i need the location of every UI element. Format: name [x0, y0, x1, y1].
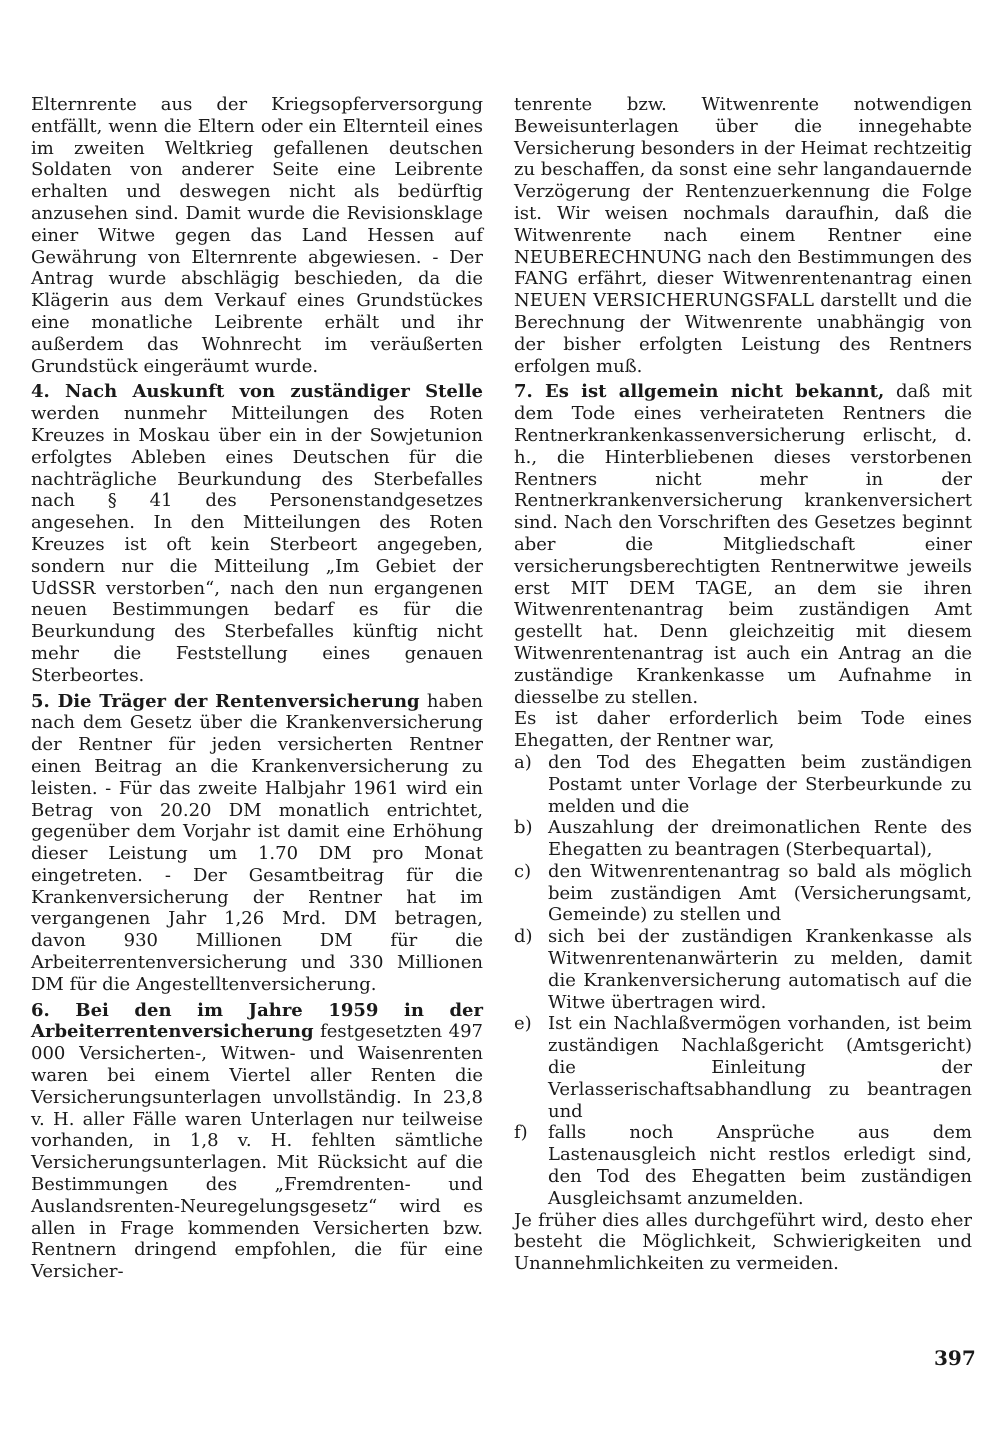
list-item-text: falls noch Ansprüche aus dem Lastenausgleich nicht restlos erledigt sind, den Tod des Ehegatten beim zuständigen Ausgleichsamt anzumelden.: [548, 1122, 972, 1209]
paragraph-7: [514, 381, 972, 708]
paragraph-6-heading: 6. Bei den im Jahre 1959 in der Arbeiterrentenversicherung: [31, 999, 483, 1043]
paragraph-list-intro: Es ist daher erforderlich beim Tode eines Ehegatten, der Rentner war,: [514, 708, 972, 752]
list-item: [514, 1122, 972, 1209]
list-item: [514, 752, 972, 817]
paragraph-7-text: daß mit dem Tode eines verheirateten Rentners die Rentnerkrankenkassenversicherung erlischt, d. h., die Hinterbliebenen dieses verstorbenen Rentners nicht mehr in der Rentnerkrankenversicherung krankenversichert sind. Nach den Vorschriften des Gesetzes beginnt aber die Mitgliedschaft einer versicherungsberechtigten Rentnerwitwe jeweils erst MIT DEM TAGE, an dem sie ihren Witwenrentenantrag beim zuständigen Amt gestellt hat. Denn gleichzeitig mit diesem Witwenrentenantrag ist auch ein Antrag an die zuständige Krankenkasse um Aufnahme in diesselbe zu stellen.: [514, 381, 972, 708]
paragraph-4-heading: 4. Nach Auskunft von zuständiger Stelle: [31, 381, 483, 403]
list-item-text: den Tod des Ehegatten beim zuständigen Postamt unter Vorlage der Sterbeurkunde zu melden und die: [548, 751, 972, 817]
list-item: [514, 817, 972, 861]
list-marker: b): [514, 817, 533, 839]
paragraph-6-text: festgesetzten 497 000 Versicherten-, Witwen- und Waisenrenten waren bei einem Viertel aller Renten die Versicherungsunterlagen unvollständig. In 23,8 v. H. aller Fälle waren Unterlagen nur teilweise vorhanden, in 1,8 v. H. fehlten sämtliche Versicherungsunterlagen. Mit Rücksicht auf die Bestimmungen des „Fremdrenten- und Auslandsrenten-Neuregelungsgesetz“ wird es allen in Frage kommenden Versicherten bzw. Rentnern dringend empfohlen, die für eine Versicher-: [31, 1021, 483, 1283]
list-item-text: den Witwenrentenantrag so bald als möglich beim zuständigen Amt (Versicherungsamt, Gemeinde) zu stellen und: [548, 860, 972, 926]
list-marker: f): [514, 1122, 528, 1144]
paragraph-final: Je früher dies alles durchgeführt wird, desto eher besteht die Möglichkeit, Schwierigkeiten und Unannehmlichkeiten zu vermeiden.: [514, 1209, 972, 1275]
page-number: 397: [934, 1346, 976, 1370]
paragraph-4-text: werden nunmehr Mitteilungen des Roten Kreuzes in Moskau über ein in der Sowjetunion erfolgtes Ableben eines Deutschen für die nachträgliche Beurkundung des Sterbefalles nach § 41 des Personenstandgesetzes angesehen. In den Mitteilungen des Roten Kreuzes ist oft kein Sterbeort angegeben, sondern nur die Mitteilung „Im Gebiet der UdSSR verstorben“, nach den nun ergangenen neuen Bestimmungen bedarf es für die Beurkundung des Sterbefalles künftig nicht mehr die Feststellung eines genauen Sterbeortes.: [31, 403, 483, 686]
paragraph-7-heading: 7. Es ist allgemein nicht bekannt,: [514, 381, 885, 403]
list-marker: a): [514, 751, 532, 773]
left-column: [31, 94, 483, 1283]
list-item-text: sich bei der zuständigen Krankenkasse als Witwenrentenanwärterin zu melden, damit die Krankenversicherung automatisch auf die Witwe übertragen wird.: [548, 926, 972, 1013]
paragraph-5-heading: 5. Die Träger der Rentenversicherung: [31, 690, 420, 712]
paragraph-6: [31, 1000, 483, 1283]
paragraph-continuation: tenrente bzw. Witwenrente notwendigen Beweisunterlagen über die innegehabte Versicherung besonders in der Heimat rechtzeitig zu beschaffen, da sonst eine sehr langandauernde Verzögerung der Rentenzuerkennung die Folge ist. Wir weisen nochmals daraufhin, daß die Witwenrente nach einem Rentner eine NEUBERECHNUNG nach den Bestimmungen des FANG erfährt, dieser Witwenrentenantrag einen NEUEN VERSICHERUNGSFALL darstellt und die Berechnung der Witwenrente unabhängig von der bisher erfolgten Leistung des Rentners erfolgen muß.: [514, 94, 972, 377]
paragraph-5: [31, 691, 483, 996]
list-marker: c): [514, 860, 532, 882]
list-marker: d): [514, 926, 533, 948]
paragraph-5-text: haben nach dem Gesetz über die Krankenversicherung der Rentner für jeden versicherten Rentner einen Beitrag an die Krankenversicherung zu leisten. - Für das zweite Halbjahr 1961 wird ein Betrag von 20.20 DM monatlich entrichtet, gegenüber dem Vorjahr ist damit eine Erhöhung dieser Leistung um 1.70 DM pro Monat eingetreten. - Der Gesamtbeitrag für die Krankenversicherung der Rentner hat im vergangenen Jahr 1,26 Mrd. DM betragen, davon 930 Millionen DM für die Arbeiterrentenversicherung und 330 Millionen DM für die Angestelltenversicherung.: [31, 690, 483, 995]
paragraph-4: [31, 381, 483, 686]
paragraph-intro: Elternrente aus der Kriegsopferversorgung entfällt, wenn die Eltern oder ein Elternteil eines im zweiten Weltkrieg gefallenen deutschen Soldaten von anderer Seite eine Leibrente erhalten und deswegen nicht als bedürftig anzusehen sind. Damit wurde die Revisionsklage einer Witwe gegen das Land Hessen auf Gewährung von Elternrente abgewiesen. - Der Antrag wurde abschlägig beschieden, da die Klägerin aus dem Verkauf eines Grundstückes eine monatliche Leibrente erhält und ihr außerdem das Wohnrecht im veräußerten Grundstück eingeräumt wurde.: [31, 94, 483, 377]
list-item-text: Auszahlung der dreimonatlichen Rente des Ehegatten zu beantragen (Sterbequartal),: [548, 817, 972, 861]
requirements-list: [514, 752, 972, 1210]
list-marker: e): [514, 1013, 532, 1035]
list-item: [514, 1013, 972, 1122]
list-item: [514, 926, 972, 1013]
right-column: [514, 94, 972, 1275]
list-item: [514, 861, 972, 926]
list-item-text: Ist ein Nachlaßvermögen vorhanden, ist beim zuständigen Nachlaßgericht (Amtsgericht) die Einleitung der Verlasserischaftsabhandlung zu beantragen und: [548, 1013, 972, 1122]
